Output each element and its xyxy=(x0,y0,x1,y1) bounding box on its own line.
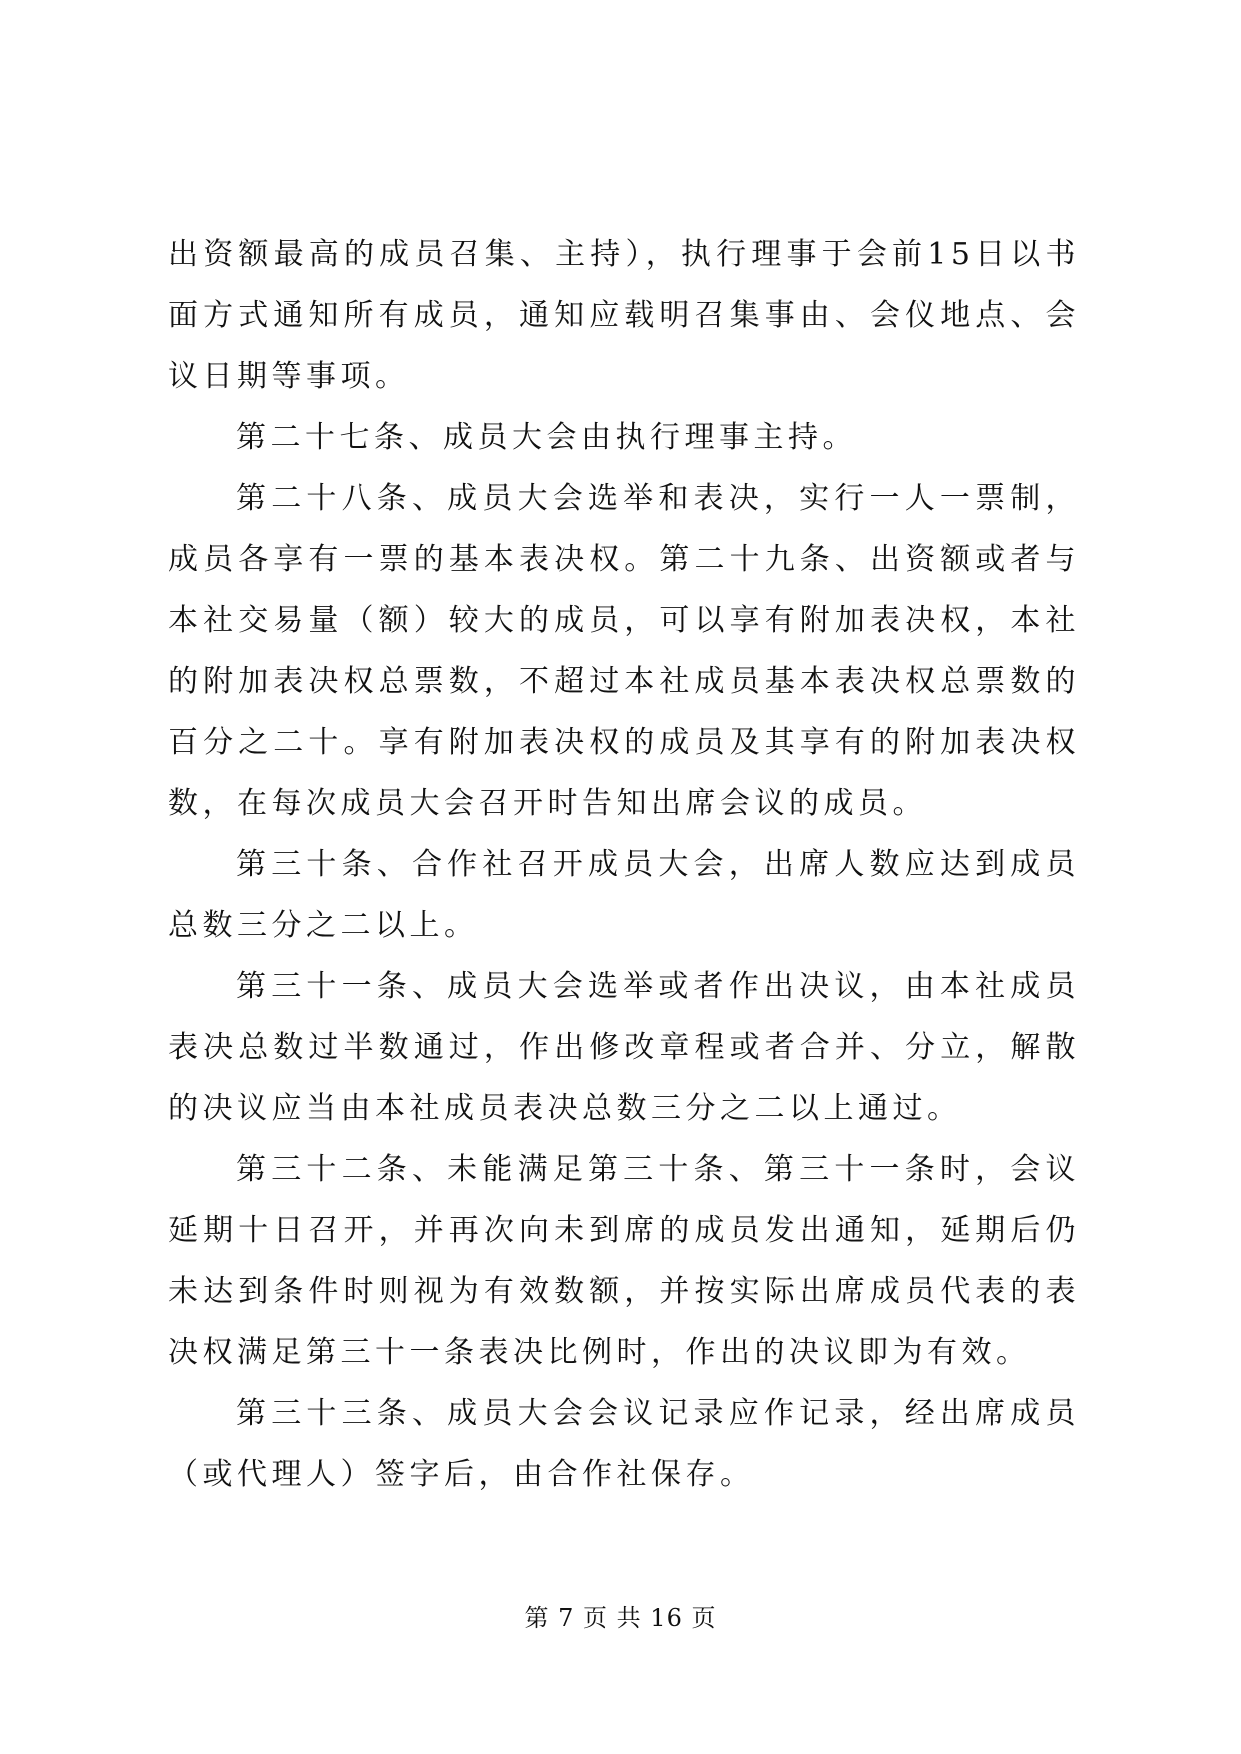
paragraph-article-27: 第二十七条、成员大会由执行理事主持。 xyxy=(236,420,857,455)
paragraph-continuation: 出资额最高的成员召集、主持），执行理事于会前15日以书面方式通知所有成员，通知应载明召集事由、会仪地点、会议日期等事项。 xyxy=(168,237,1080,394)
paragraph-article-28-29: 第二十八条、成员大会选举和表决，实行一人一票制，成员各享有一票的基本表决权。第二十九条、出资额或者与本社交易量（额）较大的成员，可以享有附加表决权，本社的附加表决权总票数，不超过本社成员基本表决权总票数的百分之二十。享有附加表决权的成员及其享有的附加表决权数，在每次成员大会召开时告知出席会议的成员。 xyxy=(168,481,1080,821)
paragraph-article-31: 第三十一条、成员大会选举或者作出决议，由本社成员表决总数过半数通过，作出修改章程或者合并、分立，解散的决议应当由本社成员表决总数三分之二以上通过。 xyxy=(168,969,1080,1126)
paragraph-article-33: 第三十三条、成员大会会议记录应作记录，经出席成员（或代理人）签字后，由合作社保存。 xyxy=(168,1396,1080,1492)
document-body xyxy=(168,224,1080,1505)
paragraph-article-30: 第三十条、合作社召开成员大会，出席人数应达到成员总数三分之二以上。 xyxy=(168,847,1080,943)
page-number-footer: 第 7 页 共 16 页 xyxy=(524,1604,717,1632)
paragraph-article-32: 第三十二条、未能满足第三十条、第三十一条时，会议延期十日召开，并再次向未到席的成员发出通知，延期后仍未达到条件时则视为有效数额，并按实际出席成员代表的表决权满足第三十一条表决比例时，作出的决议即为有效。 xyxy=(168,1152,1080,1370)
